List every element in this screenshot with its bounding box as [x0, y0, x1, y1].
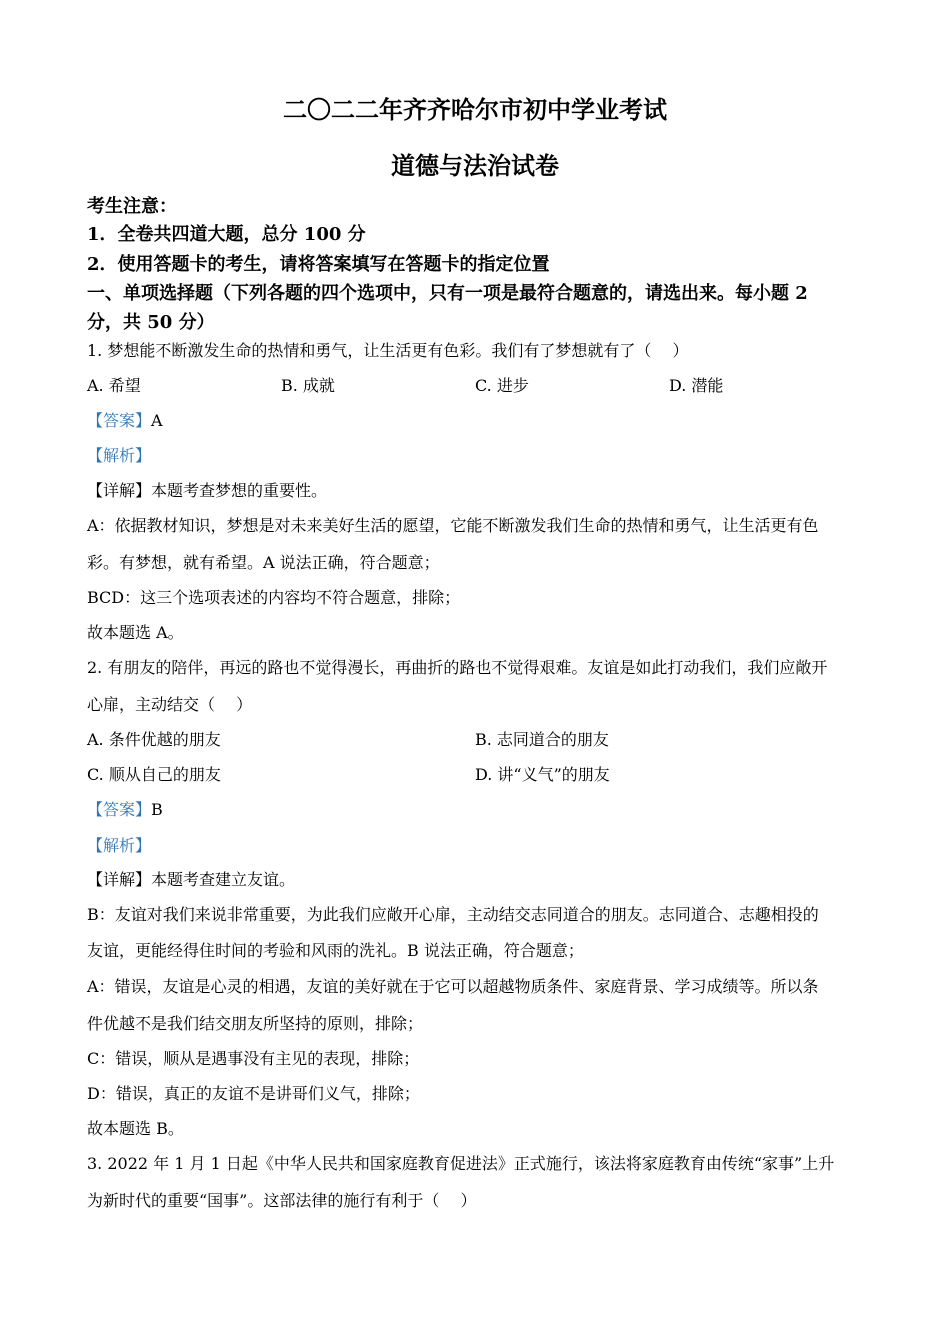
q2-answer-line [87, 797, 163, 820]
q2-option-a: A. 条件优越的朋友 [87, 730, 221, 749]
q2-explanation-5: C：错误，顺从是遇事没有主见的表现，排除； [87, 1049, 420, 1068]
q1-option-a: A. 希望 [87, 376, 141, 395]
notice-item-2: 2．使用答题卡的考生，请将答案填写在答题卡的指定位置 [87, 254, 550, 275]
q2-explanation-3: A：错误，友谊是心灵的相遇，友谊的美好就在于它可以超越物质条件、家庭背景、学习成绩等。所以条 [87, 977, 819, 996]
q1-explanation-2: 彩。有梦想，就有希望。A 说法正确，符合题意； [87, 553, 440, 572]
detail-tag: 【详解】 [87, 870, 152, 889]
q1-analysis-tag: 【解析】 [87, 446, 152, 465]
q2-explanation-7: 故本题选 B。 [87, 1119, 184, 1138]
q1-detail-line [87, 478, 327, 501]
q2-detail-line [87, 867, 295, 890]
q2-option-c: C. 顺从自己的朋友 [87, 765, 221, 784]
q2-stem-line1: 2. 有朋友的陪伴，再远的路也不觉得漫长，再曲折的路也不觉得艰难。友谊是如此打动我们，我们应敞开 [87, 658, 828, 677]
q1-option-c: C. 进步 [475, 376, 529, 395]
exam-subtitle: 道德与法治试卷 [391, 151, 559, 180]
q1-explanation-4: 故本题选 A。 [87, 623, 184, 642]
section-heading-line2: 分，共 50 分） [87, 312, 215, 333]
q1-option-d: D. 潜能 [669, 376, 724, 395]
q2-explanation-4: 件优越不是我们结交朋友所坚持的原则，排除； [87, 1014, 424, 1033]
answer-tag: 【答案】 [87, 411, 152, 430]
q1-explanation-1: A：依据教材知识，梦想是对未来美好生活的愿望，它能不断激发我们生命的热情和勇气，让生活更有色 [87, 516, 819, 535]
notice-heading: 考生注意： [87, 196, 177, 217]
q3-stem-line1: 3. 2022 年 1 月 1 日起《中华人民共和国家庭教育促进法》正式施行，该法将家庭教育由传统“家事”上升 [87, 1154, 835, 1173]
q1-stem: 1. 梦想能不断激发生命的热情和勇气，让生活更有色彩。我们有了梦想就有了（ ） [87, 341, 689, 360]
q2-explanation-2: 友谊，更能经得住时间的考验和风雨的洗礼。B 说法正确，符合题意； [87, 941, 584, 960]
q1-detail-text: 本题考查梦想的重要性。 [151, 481, 328, 500]
q2-explanation-6: D：错误，真正的友谊不是讲哥们义气，排除； [87, 1084, 420, 1103]
answer-tag: 【答案】 [87, 800, 152, 819]
section-heading-line1: 一、单项选择题（下列各题的四个选项中，只有一项是最符合题意的，请选出来。每小题 2 [87, 283, 808, 304]
q2-stem-line2: 心扉，主动结交（ ） [87, 695, 253, 714]
q2-answer-value: B [151, 800, 163, 819]
exam-title: 二〇二二年齐齐哈尔市初中学业考试 [283, 95, 667, 124]
q2-analysis-tag: 【解析】 [87, 836, 152, 855]
notice-item-1: 1．全卷共四道大题，总分 100 分 [87, 224, 366, 245]
detail-tag: 【详解】 [87, 481, 152, 500]
q2-detail-text: 本题考查建立友谊。 [151, 870, 296, 889]
q2-option-b: B. 志同道合的朋友 [475, 730, 609, 749]
q2-option-d: D. 讲“义气”的朋友 [475, 765, 610, 784]
q3-stem-line2: 为新时代的重要“国事”。这部法律的施行有利于（ ） [87, 1191, 477, 1210]
q1-option-b: B. 成就 [281, 376, 335, 395]
q1-explanation-3: BCD：这三个选项表述的内容均不符合题意，排除； [87, 588, 461, 607]
q1-answer-value: A [151, 411, 163, 430]
q2-explanation-1: B：友谊对我们来说非常重要，为此我们应敞开心扉，主动结交志同道合的朋友。志同道合、志趣相投的 [87, 905, 819, 924]
q1-answer-line [87, 408, 163, 431]
